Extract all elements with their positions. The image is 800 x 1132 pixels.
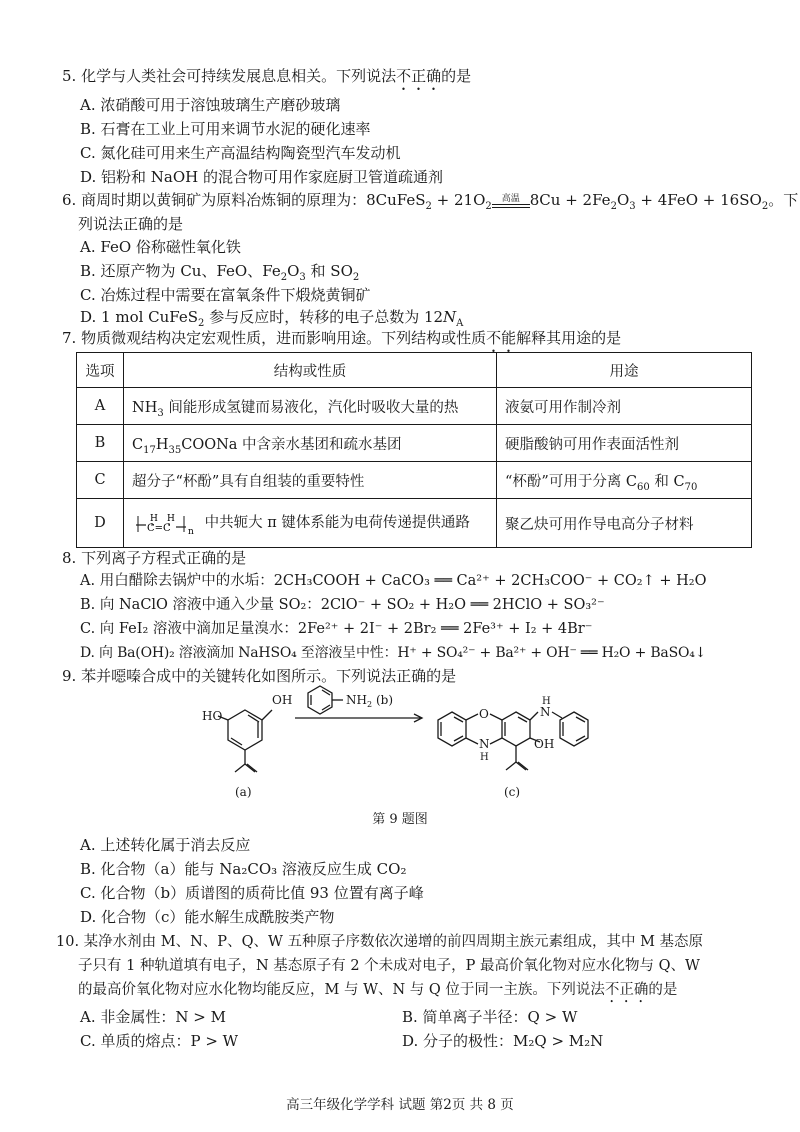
label-oh-top: OH bbox=[272, 693, 293, 707]
q10-option-d: D. 分子的极性：M₂Q > M₂N bbox=[402, 1032, 604, 1050]
table-row: B $C_{17}H_{35}COONa$ 中含亲水基团和疏水基团 硬脂酸钠可用作表面活性剂 bbox=[77, 425, 752, 462]
q5-option-b: B. 石膏在工业上可用来调节水泥的硬化速率 bbox=[80, 120, 371, 138]
table-header-row bbox=[77, 353, 752, 388]
question-10-line2: 子只有 1 种轨道填有电子，N 基态原子有 2 个未成对电子，P 最高价氧化物对应水化物与 Q、W bbox=[78, 958, 700, 974]
label-n-amine: N bbox=[540, 705, 551, 719]
question-10-line3: 的最高价氧化物对应水化物均能反应，M 与 W、N 与 Q 位于同一主族。下列说法不正确的是 bbox=[78, 982, 678, 998]
use-cell: “杯酚”可用于分离 $C_{60}$ 和 $C_{70}$ bbox=[497, 462, 752, 499]
q8-option-d: D. 向 Ba(OH)₂ 溶液滴加 NaHSO₄ 至溶液呈中性：H⁺ + SO₄²⁻ + Ba²⁺ + OH⁻ ══ H₂O + BaSO₄↓ bbox=[80, 645, 707, 661]
label-nh2: $NH_2$ bbox=[346, 693, 373, 709]
table-row: D H H C=C n 中共轭大 π 键体系能为电荷传递提供通路 聚乙炔可用作导电高分子材料 bbox=[77, 499, 752, 548]
double-arrow bbox=[492, 204, 530, 208]
svg-text:C=C: C=C bbox=[147, 523, 171, 534]
label-o: O bbox=[479, 707, 489, 721]
label-c: (c) bbox=[504, 785, 521, 799]
q5-option-d: D. 铝粉和 NaOH 的混合物可用作家庭厨卫管道疏通剂 bbox=[80, 168, 444, 186]
label-n: N bbox=[479, 737, 490, 751]
label-ho: HO bbox=[202, 709, 223, 723]
emphasis-not-correct: 不正确 bbox=[396, 67, 442, 85]
page-footer: 高三年级化学学科 试题 第2页 共 8 页 bbox=[286, 1097, 514, 1113]
q10-option-a: A. 非金属性：N > M bbox=[80, 1008, 226, 1026]
question-5-stem: 5. 化学与人类社会可持续发展息息相关。下列说法不正确的是 bbox=[62, 67, 472, 85]
q6-option-c: C. 冶炼过程中需要在富氧条件下煅烧黄铜矿 bbox=[80, 286, 371, 304]
q9-option-c: C. 化合物（b）质谱图的质荷比值 93 位置有离子峰 bbox=[80, 884, 424, 902]
figure-caption: 第 9 题图 bbox=[372, 812, 428, 827]
compound-a bbox=[218, 710, 272, 772]
q6-option-b: B. 还原产物为 Cu、FeO、$Fe_2O_3$ 和 $SO_2$ bbox=[80, 262, 360, 283]
q10-option-c: C. 单质的熔点：P > W bbox=[80, 1032, 239, 1050]
prop-cell: $C_{17}H_{35}COONa$ 中含亲水基团和疏水基团 bbox=[124, 425, 497, 462]
q6-option-a: A. FeO 俗称磁性氧化铁 bbox=[80, 238, 241, 256]
question-8: 8. 下列离子方程式正确的是 bbox=[62, 549, 247, 567]
question-7: 7. 物质微观结构决定宏观性质，进而影响用途。下列结构或性质不能解释其用途的是 bbox=[62, 329, 622, 347]
q5-option-c: C. 氮化硅可用来生产高温结构陶瓷型汽车发动机 bbox=[80, 144, 401, 162]
question-10-line1: 10. 某净水剂由 M、N、P、Q、W 五种原子序数依次递增的前四周期主族元素组成，其中 M 基态原 bbox=[56, 934, 704, 950]
prop-cell: H H C=C n 中共轭大 π 键体系能为电荷传递提供通路 bbox=[124, 499, 497, 548]
label-oh-c: OH bbox=[534, 737, 555, 751]
header-use: 用途 bbox=[497, 353, 752, 388]
label-b: (b) bbox=[376, 693, 394, 707]
q10-option-b: B. 简单离子半径：Q > W bbox=[402, 1008, 578, 1026]
label-a: (a) bbox=[235, 785, 252, 799]
q8-option-a: A. 用白醋除去锅炉中的水垢：2CH₃COOH + CaCO₃ ══ Ca²⁺ + 2CH₃COO⁻ + CO₂↑ + H₂O bbox=[80, 573, 707, 589]
q5-option-a: A. 浓硝酸可用于溶蚀玻璃生产磨砂玻璃 bbox=[80, 96, 341, 114]
reaction-condition: 高温 bbox=[492, 195, 530, 208]
emphasis-not-correct: 不正确 bbox=[604, 982, 649, 998]
q8-option-c: C. 向 FeI₂ 溶液中滴加足量溴水：2Fe²⁺ + 2I⁻ + 2Br₂ ══ 2Fe³⁺ + I₂ + 4Br⁻ bbox=[80, 621, 593, 637]
q9-option-d: D. 化合物（c）能水解生成酰胺类产物 bbox=[80, 908, 335, 926]
header-option: 选项 bbox=[77, 353, 124, 388]
svg-text:H: H bbox=[167, 514, 175, 524]
question-6-line2: 列说法正确的是 bbox=[78, 215, 184, 233]
compound-b bbox=[308, 686, 343, 714]
prop-cell: $NH_3$ 间能形成氢键而易液化，汽化时吸收大量的热 bbox=[124, 388, 497, 425]
label-h-amine: H bbox=[542, 696, 551, 707]
table-row: A $NH_3$ 间能形成氢键而易液化，汽化时吸收大量的热 液氨可用作制冷剂 bbox=[77, 388, 752, 425]
label-h: H bbox=[480, 752, 489, 763]
emphasis-cannot: 不能 bbox=[486, 329, 517, 347]
q9-option-b: B. 化合物（a）能与 Na₂CO₃ 溶液反应生成 CO₂ bbox=[80, 860, 407, 878]
header-structure: 结构或性质 bbox=[124, 353, 497, 388]
compound-c bbox=[438, 712, 588, 770]
polyacetylene-structure bbox=[132, 510, 200, 536]
q8-option-b: B. 向 NaClO 溶液中通入少量 SO₂：2ClO⁻ + SO₂ + H₂O ══ 2HClO + SO₃²⁻ bbox=[80, 597, 605, 613]
question-9: 9. 苯并噁嗪合成中的关键转化如图所示。下列说法正确的是 bbox=[62, 667, 457, 685]
q9-option-a: A. 上述转化属于消去反应 bbox=[80, 836, 251, 854]
question-6: 6. 商周时期以黄铜矿为原料冶炼铜的原理为：8CuFeS$_2$ + $21O_2$ 高温 $8Cu + 2Fe_2O_3 + 4FeO + 16SO_2$。下 bbox=[62, 191, 799, 212]
svg-text:H: H bbox=[150, 514, 158, 524]
svg-text:n: n bbox=[188, 527, 194, 536]
q9-reaction-scheme bbox=[200, 682, 620, 804]
question-5 bbox=[62, 64, 752, 94]
table-row: C 超分子“杯酚”具有自组装的重要特性 “杯酚”可用于分离 $C_{60}$ 和 $C_{70}$ bbox=[77, 462, 752, 499]
q7-table bbox=[76, 352, 752, 548]
q6-option-d: D. 1 mol CuFeS$_2$ 参与反应时，转移的电子总数为 $12N_A$ bbox=[80, 308, 464, 329]
